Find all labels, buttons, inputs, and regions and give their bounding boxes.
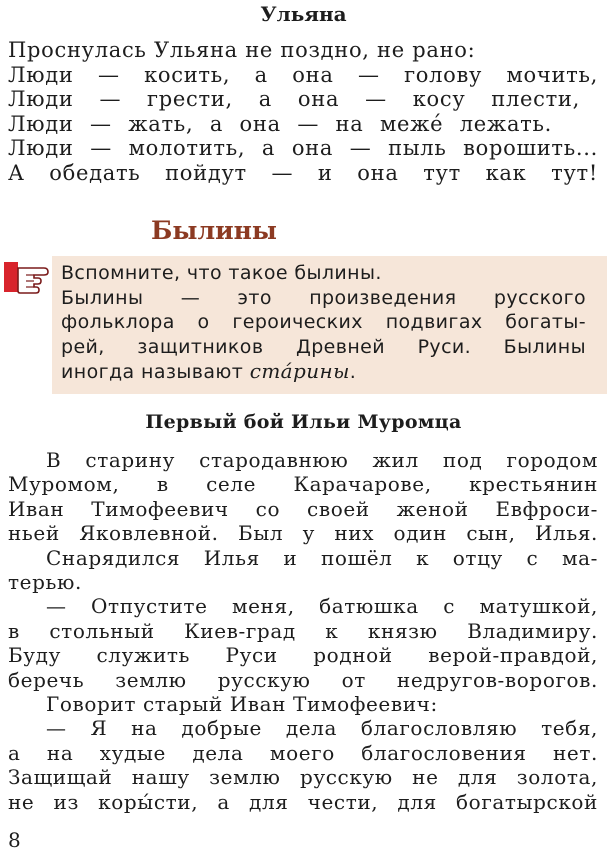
story-line: — Я на добрые дела благословляю тебя,	[46, 716, 598, 741]
story-line: Иван Тимофеевич со своей женой Евфроси-	[8, 496, 598, 521]
poem-line: А обедать пойдут — и она тут как тут!	[8, 160, 598, 185]
story-line: не из коры́сти, а для чести, для богатырской	[8, 789, 598, 814]
note-last-line	[61, 359, 586, 385]
poem-line: Проснулась Ульяна не поздно, не рано:	[8, 38, 476, 62]
story-text	[8, 448, 598, 814]
story-line: терью.	[8, 570, 82, 595]
section-title: Былины	[151, 216, 277, 245]
story-line: Снарядился Илья и пошёл к отцу с ма-	[46, 545, 598, 570]
story-line: Защищай нашу землю русскую не для золота,	[8, 765, 598, 790]
story-title: Первый бой Ильи Муромца	[145, 411, 462, 433]
poem-line: Люди — молотить, а она — пыль ворошить...	[8, 136, 598, 161]
poem-title: Ульяна	[260, 2, 347, 26]
note-text	[61, 261, 586, 385]
story-line: Буду служить Руси родной верой-правдой,	[8, 643, 598, 668]
story-line: ньей Яковлевной. Был у них один сын, Илья.	[8, 521, 598, 546]
note-line: Былины — это произведения русского	[61, 286, 586, 309]
story-line: в стольный Киев-град к князю Владимиру.	[8, 618, 598, 643]
story-line: беречь землю русскую от недругов-ворогов.	[8, 667, 598, 692]
note-term: ста́рины	[249, 359, 350, 383]
story-line: а на худые дела моего благословения нет.	[8, 740, 598, 765]
poem-line: Люди — грести, а она — косу плести,	[8, 87, 580, 112]
poem-line: Люди — косить, а она — голову мочить,	[8, 62, 598, 87]
poem-line: Люди — жать, а она — на меже́ лежать.	[8, 111, 552, 136]
story-line: Муромом, в селе Карачарове, крестьянин	[8, 472, 598, 497]
note-line: фольклора о героических подвигах богаты-	[61, 311, 586, 333]
pointing-hand-icon	[4, 258, 50, 298]
story-line: — Отпустите меня, батюшка с матушкой,	[46, 594, 598, 619]
note-last-line-suffix: .	[349, 361, 357, 383]
note-line: Вспомните, что такое былины.	[61, 262, 382, 284]
note-line: рей, защитников Древней Руси. Былины	[61, 335, 586, 358]
poem-text	[8, 38, 598, 186]
note-last-line-prefix: иногда называют	[61, 361, 250, 383]
story-line: Говорит старый Иван Тимофеевич:	[46, 692, 438, 717]
story-line: В старину стародавнюю жил под городом	[46, 448, 598, 472]
page-number: 8	[8, 828, 21, 852]
